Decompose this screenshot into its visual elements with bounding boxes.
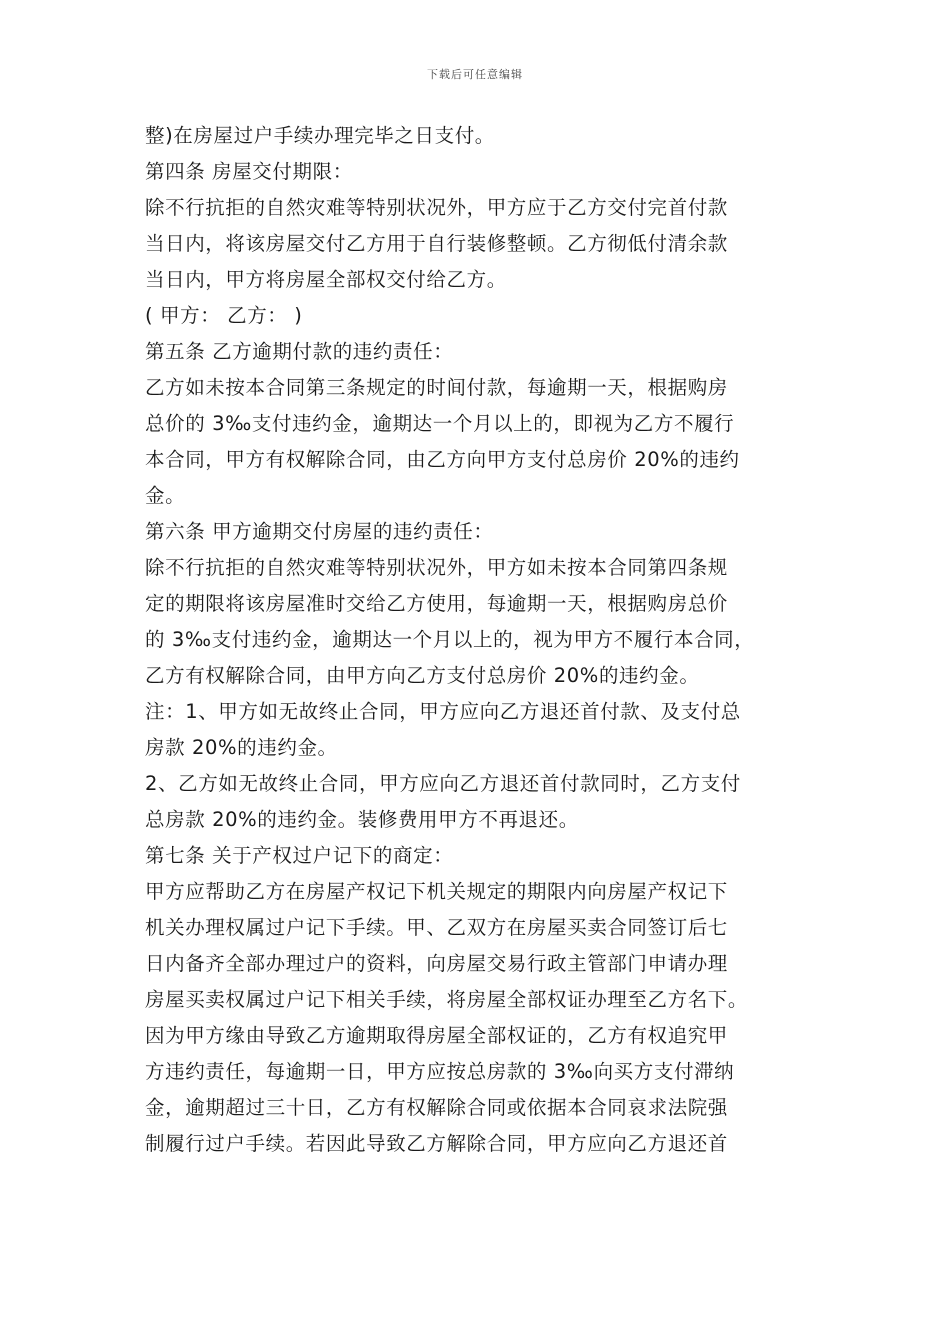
text-line: 除不行抗拒的自然灾难等特别状况外，甲方如未按本合同第四条规 (145, 556, 728, 579)
text-line: 金，逾期超过三十日，乙方有权解除合同或依据本合同哀求法院强 (145, 1096, 728, 1119)
text-line: 当日内，甲方将房屋全部权交付给乙方。 (145, 268, 507, 291)
text-line: 因为甲方缘由导致乙方逾期取得房屋全部权证的，乙方有权追究甲 (145, 1024, 728, 1047)
text-line: 乙方有权解除合同，由甲方向乙方支付总房价 20%的违约金。 (145, 664, 700, 687)
text-line: 乙方如未按本合同第三条规定的时间付款，每逾期一天，根据购房 (145, 376, 728, 399)
text-line: 定的期限将该房屋准时交给乙方使用，每逾期一天，根据购房总价 (145, 592, 728, 615)
text-line: 制履行过户手续。若因此导致乙方解除合同，甲方应向乙方退还首 (145, 1132, 728, 1155)
text-line: 整)在房屋过户手续办理完毕之日支付。 (145, 124, 495, 147)
text-line: 甲方应帮助乙方在房屋产权记下机关规定的期限内向房屋产权记下 (145, 880, 728, 903)
note-line: 注：1、甲方如无故终止合同，甲方应向乙方退还首付款、及支付总 (145, 700, 741, 723)
document-body (145, 118, 815, 1162)
note-line: 房款 20%的违约金。 (145, 736, 338, 759)
text-line: 总价的 3‰支付违约金，逾期达一个月以上的，即视为乙方不履行 (145, 412, 735, 435)
text-line: 日内备齐全部办理过户的资料，向房屋交易行政主管部门申请办理 (145, 952, 728, 975)
note-line: 2、乙方如无故终止合同，甲方应向乙方退还首付款同时，乙方支付 (145, 772, 741, 795)
text-line: 机关办理权属过户记下手续。甲、乙双方在房屋买卖合同签订后七 (145, 916, 728, 939)
text-line: 的 3‰支付违约金，逾期达一个月以上的，视为甲方不履行本合同， (145, 628, 755, 651)
section-heading: 第七条 关于产权过户记下的商定： (145, 844, 454, 867)
text-line: 除不行抗拒的自然灾难等特别状况外，甲方应于乙方交付完首付款 (145, 196, 728, 219)
text-line: 方违约责任，每逾期一日，甲方应按总房款的 3‰向买方支付滞纳 (145, 1060, 735, 1083)
page-header: 下载后可任意编辑 (427, 68, 523, 81)
text-line: 当日内，将该房屋交付乙方用于自行装修整顿。乙方彻低付清余款 (145, 232, 728, 255)
text-line: 房屋买卖权属过户记下相关手续，将房屋全部权证办理至乙方名下。 (145, 988, 749, 1011)
text-line: 金。 (145, 484, 186, 507)
note-line: 总房款 20%的违约金。装修费用甲方不再退还。 (145, 808, 579, 831)
section-heading: 第六条 甲方逾期交付房屋的违约责任： (145, 520, 494, 543)
section-heading: 第四条 房屋交付期限： (145, 160, 353, 183)
text-line: 本合同，甲方有权解除合同，由乙方向甲方支付总房价 20%的违约 (145, 448, 740, 471)
signature-line: ( 甲方： 乙方： ) (145, 304, 303, 327)
section-heading: 第五条 乙方逾期付款的违约责任： (145, 340, 454, 363)
